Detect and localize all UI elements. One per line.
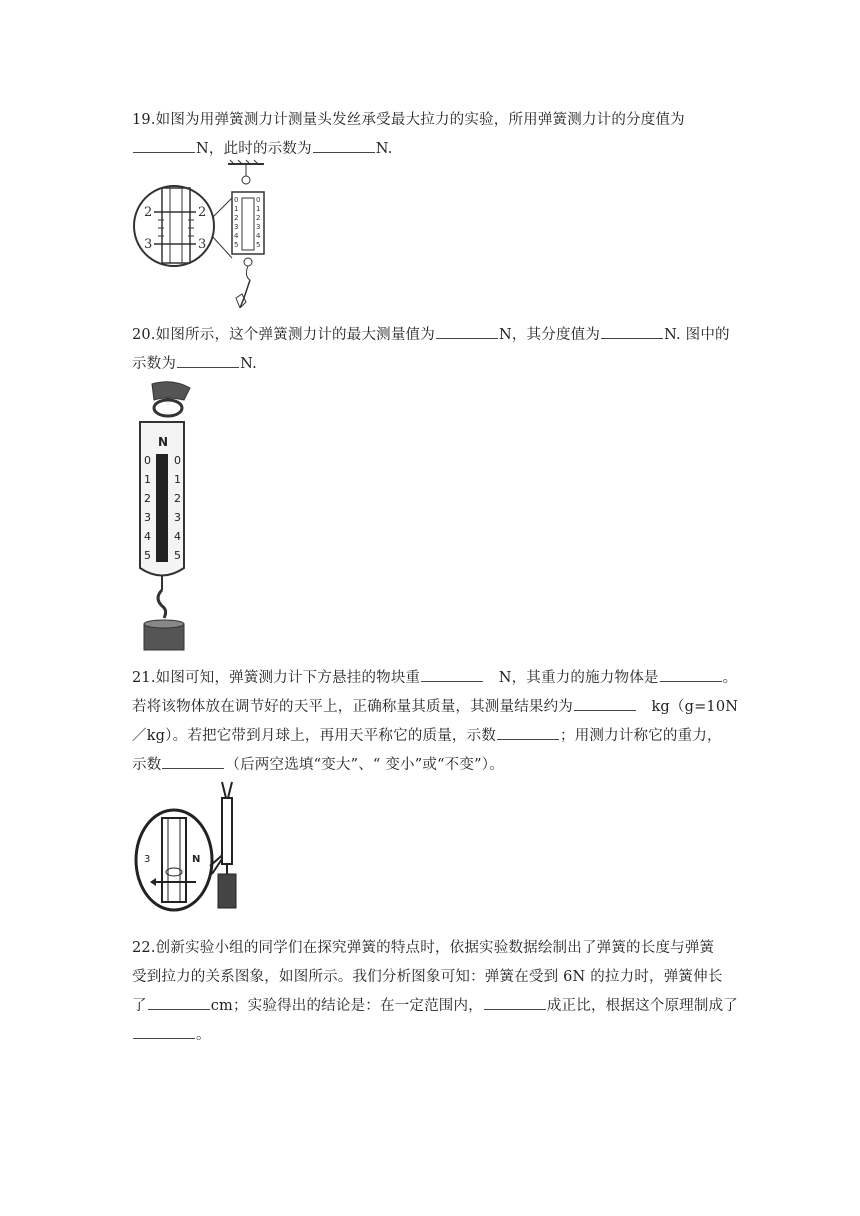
answer-blank[interactable] xyxy=(133,1024,195,1039)
answer-blank[interactable] xyxy=(148,995,210,1010)
svg-text:4: 4 xyxy=(256,232,261,240)
answer-blank[interactable] xyxy=(313,138,375,153)
svg-text:1: 1 xyxy=(256,205,261,213)
q22-line1: 22.创新实验小组的同学们在探究弹簧的特点时，依据实验数据绘制出了弹簧的长度与弹簧 xyxy=(132,940,715,956)
svg-text:3: 3 xyxy=(256,223,261,231)
q21-line3: ／kg）。若把它带到月球上，再用天平称它的质量，示数 ；用测力计称它的重力， xyxy=(132,724,722,745)
svg-text:3: 3 xyxy=(144,511,151,524)
q21-line1: 21.如图可知，弹簧测力计下方悬挂的物块重 N，其重力的施力物体是 。 xyxy=(132,666,737,687)
q20-line2: 示数为 N. xyxy=(132,352,257,373)
svg-text:2: 2 xyxy=(256,214,261,222)
q21-line2: 若将该物体放在调节好的天平上，正确称量其质量，其测量结果约为 kg（g=10N xyxy=(132,695,738,716)
svg-text:3: 3 xyxy=(234,223,239,231)
svg-text:4: 4 xyxy=(234,232,239,240)
q22-line3: 了 cm；实验得出的结论是：在一定范围内， 成正比，根据这个原理制成了 xyxy=(132,994,738,1015)
scale-numbers-left xyxy=(234,196,239,249)
zoom-label: 2 xyxy=(144,205,153,220)
svg-text:2: 2 xyxy=(144,492,151,505)
svg-text:2: 2 xyxy=(234,214,239,222)
answer-blank[interactable] xyxy=(601,324,663,339)
svg-text:5: 5 xyxy=(256,241,261,249)
answer-blank[interactable] xyxy=(421,667,483,682)
spring-scale-body xyxy=(222,798,232,864)
svg-text:0: 0 xyxy=(234,196,239,204)
scale-numbers-right xyxy=(256,196,261,249)
svg-text:5: 5 xyxy=(174,549,181,562)
zoom-circle xyxy=(134,186,214,266)
svg-text:3: 3 xyxy=(174,511,181,524)
q21-spring-scale-figure xyxy=(132,778,247,918)
svg-text:1: 1 xyxy=(234,205,239,213)
weight-block xyxy=(218,874,236,908)
unit-label: N xyxy=(192,854,201,865)
answer-blank[interactable] xyxy=(660,667,722,682)
zoom-label: 3 xyxy=(198,237,207,252)
q21-line4: 示数 （后两空选填“变大”、“ 变小”或“不变”）。 xyxy=(132,753,504,774)
svg-text:1: 1 xyxy=(174,473,181,486)
svg-text:5: 5 xyxy=(144,549,151,562)
svg-text:0: 0 xyxy=(144,454,151,467)
answer-blank[interactable] xyxy=(133,138,195,153)
unit-label: N xyxy=(158,435,169,449)
svg-text:4: 4 xyxy=(144,530,151,543)
q22-line2: 受到拉力的关系图象，如图所示。我们分析图象可知：弹簧在受到 6N 的拉力时，弹簧伸长 xyxy=(132,969,723,985)
q22-line4: 。 xyxy=(132,1023,211,1044)
zoom-label: 2 xyxy=(198,205,207,220)
ring xyxy=(154,400,182,416)
svg-text:4: 4 xyxy=(174,530,181,543)
svg-text:2: 2 xyxy=(174,492,181,505)
zoom-label: 3 xyxy=(144,237,153,252)
zoom-label: 3 xyxy=(144,854,151,865)
hook xyxy=(158,590,166,618)
q20-spring-scale-figure xyxy=(132,378,202,653)
answer-blank[interactable] xyxy=(177,353,239,368)
answer-blank[interactable] xyxy=(574,696,636,711)
spring-slot xyxy=(156,454,168,562)
q19-line2: N，此时的示数为 N. xyxy=(132,137,393,158)
q20-line1: 20.如图所示，这个弹簧测力计的最大测量值为 N，其分度值为 N. 图中的 xyxy=(132,323,730,344)
svg-text:1: 1 xyxy=(144,473,151,486)
answer-blank[interactable] xyxy=(162,754,224,769)
q19-line1: 19.如图为用弹簧测力计测量头发丝承受最大拉力的实验，所用弹簧测力计的分度值为 xyxy=(132,112,685,128)
svg-text:0: 0 xyxy=(256,196,261,204)
answer-blank[interactable] xyxy=(436,324,498,339)
svg-text:0: 0 xyxy=(174,454,181,467)
q19-spring-scale-figure xyxy=(132,158,272,308)
answer-blank[interactable] xyxy=(484,995,546,1010)
answer-blank[interactable] xyxy=(497,725,559,740)
svg-text:5: 5 xyxy=(234,241,239,249)
